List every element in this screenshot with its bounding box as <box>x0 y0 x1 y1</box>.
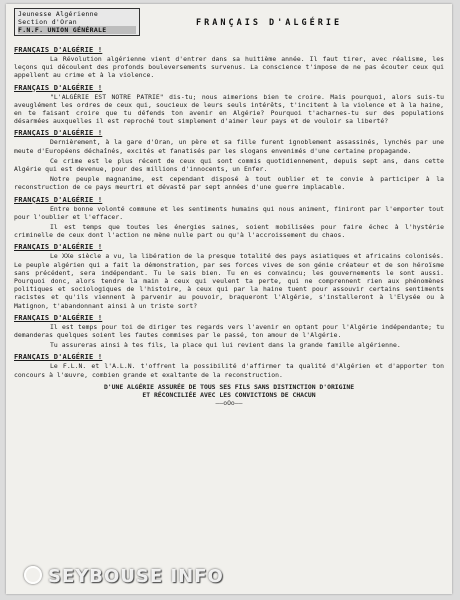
watermark-text: SEYBOUSE INFO <box>48 566 224 587</box>
section-1 <box>14 46 444 80</box>
paragraph: Le F.L.N. et l'A.L.N. t'offrent la possibilité d'affirmer ta qualité d'Algérien et d'apporter ton concours à l'œuvre, combien grande et exaltante de la reconstruction. <box>14 362 444 379</box>
paragraph: "L'ALGÉRIE EST NOTRE PATRIE" dis-tu; nous aimerions bien te croire. Mais pourquoi, alors suis-tu aveuglément les ordres de ceux qui, soucieux de leurs seuls intérêts, t'incitent à la violence et à la haine, en te faisant croire que tu défends ton avenir en Algérie? Pourquoi t'acharnes-tu sur des populations désarmées auxquelles il est reproché tout simplement d'aimer leur pays et de vouloir sa liberté? <box>14 92 444 126</box>
document-page <box>6 4 452 594</box>
section-heading: FRANÇAIS D'ALGÉRIE ! <box>14 83 103 92</box>
section-heading: FRANÇAIS D'ALGÉRIE ! <box>14 353 103 362</box>
section-heading: FRANÇAIS D'ALGÉRIE ! <box>14 46 103 54</box>
document-body <box>14 46 444 407</box>
end-mark: ——oOo—— <box>215 399 243 408</box>
site-watermark <box>24 566 224 587</box>
document-title: FRANÇAIS D'ALGÉRIE <box>196 18 343 28</box>
section-3 <box>14 129 444 191</box>
section-6 <box>14 314 444 350</box>
section-5 <box>14 243 444 309</box>
paragraph: Tu assureras ainsi à tes fils, la place qui lui revient dans la grande famille algérienne. <box>50 341 401 350</box>
closing-line-2: ET RÉCONCILIÉE AVEC LES CONVICTIONS DE CHACUN <box>142 391 316 400</box>
section-7 <box>14 353 444 378</box>
header-line-2: Section d'Oran <box>18 18 77 26</box>
section-heading: FRANÇAIS D'ALGÉRIE ! <box>14 313 103 322</box>
paragraph: Le XXe siècle a vu, la libération de la presque totalité des pays asiatiques et africains colonisés. Le peuple algérien qui a fait la démonstration, par ses forces vives de son génie créateur et de son héroïsme sans précédent, sera indépendant. Tu le sais bien. Tu en es convaincu; les gouvernements le sont aussi. Pourquoi donc, alors tendre la main à ceux qui veulent ta perte, qui ne comprennent rien aux phénomènes politiques et sociologiques de l'histoire, à ceux qui par la haine tuent pour assouvir certains sentiments racistes et qu'ils viennent à parvenir au pouvoir, braqueront l'Algérie, s'installeront à l'Elysée ou à Matignon, t'abandonnant ainsi à un triste sort? <box>14 252 444 310</box>
paragraph: Dernièrement, à la gare d'Oran, un père et sa fille furent ignoblement assassinés, lynchés par une meute d'Européens déchaînés, excités et fanatisés par les slogans envenimés d'une certaine propagande. <box>14 138 444 155</box>
section-2 <box>14 84 444 126</box>
section-4 <box>14 196 444 240</box>
paragraph: Notre peuple magnanime, est cependant disposé à tout oublier et te convie à participer à la reconstruction de ce pays meurtri et dévasté par sept années d'une guerre implacable. <box>14 175 444 192</box>
section-heading: FRANÇAIS D'ALGÉRIE ! <box>14 243 103 252</box>
closing-line-1: D'UNE ALGÉRIE ASSURÉE DE TOUS SES FILS SANS DISTINCTION D'ORIGINE <box>103 382 355 391</box>
section-heading: FRANÇAIS D'ALGÉRIE ! <box>14 129 103 138</box>
header-line-1: Jeunesse Algérienne <box>18 10 99 18</box>
header-line-3: F.N.F. UNION GÉNÉRALE <box>18 26 136 34</box>
paragraph: Il est temps que toutes les énergies saines, soient mobilisées pour faire échec à l'hystérie criminelle de ceux dont l'action ne mène nulle part ou qu'à l'accroissement du chaos. <box>14 223 444 240</box>
paragraph: Ce crime est le plus récent de ceux qui sont commis quotidiennement, depuis sept ans, dans cette Algérie qui est devenue, pour des millions d'innocents, un Enfer. <box>14 156 444 174</box>
paragraph: La Révolution algérienne vient d'entrer dans sa huitième année. Il faut tirer, avec réalisme, les leçons qui découlent des profonds bouleversements survenus. La conscience t'impose de ne pas écouter ceux qui appellent au crime et à la violence. <box>14 55 444 80</box>
organization-header <box>14 8 140 36</box>
section-heading: FRANÇAIS D'ALGÉRIE ! <box>14 195 103 204</box>
sun-logo-icon <box>24 566 42 584</box>
paragraph: Entre bonne volonté commune et les sentiments humains qui nous animent, finiront par l'emporter tout pour l'oublier et l'effacer. <box>14 204 444 221</box>
paragraph: Il est temps pour toi de diriger tes regards vers l'avenir en optant pour l'Algérie indépendante; tu demanderas quelques soient les fautes commises par le passé, ton amour de l'Algérie. <box>14 322 444 340</box>
